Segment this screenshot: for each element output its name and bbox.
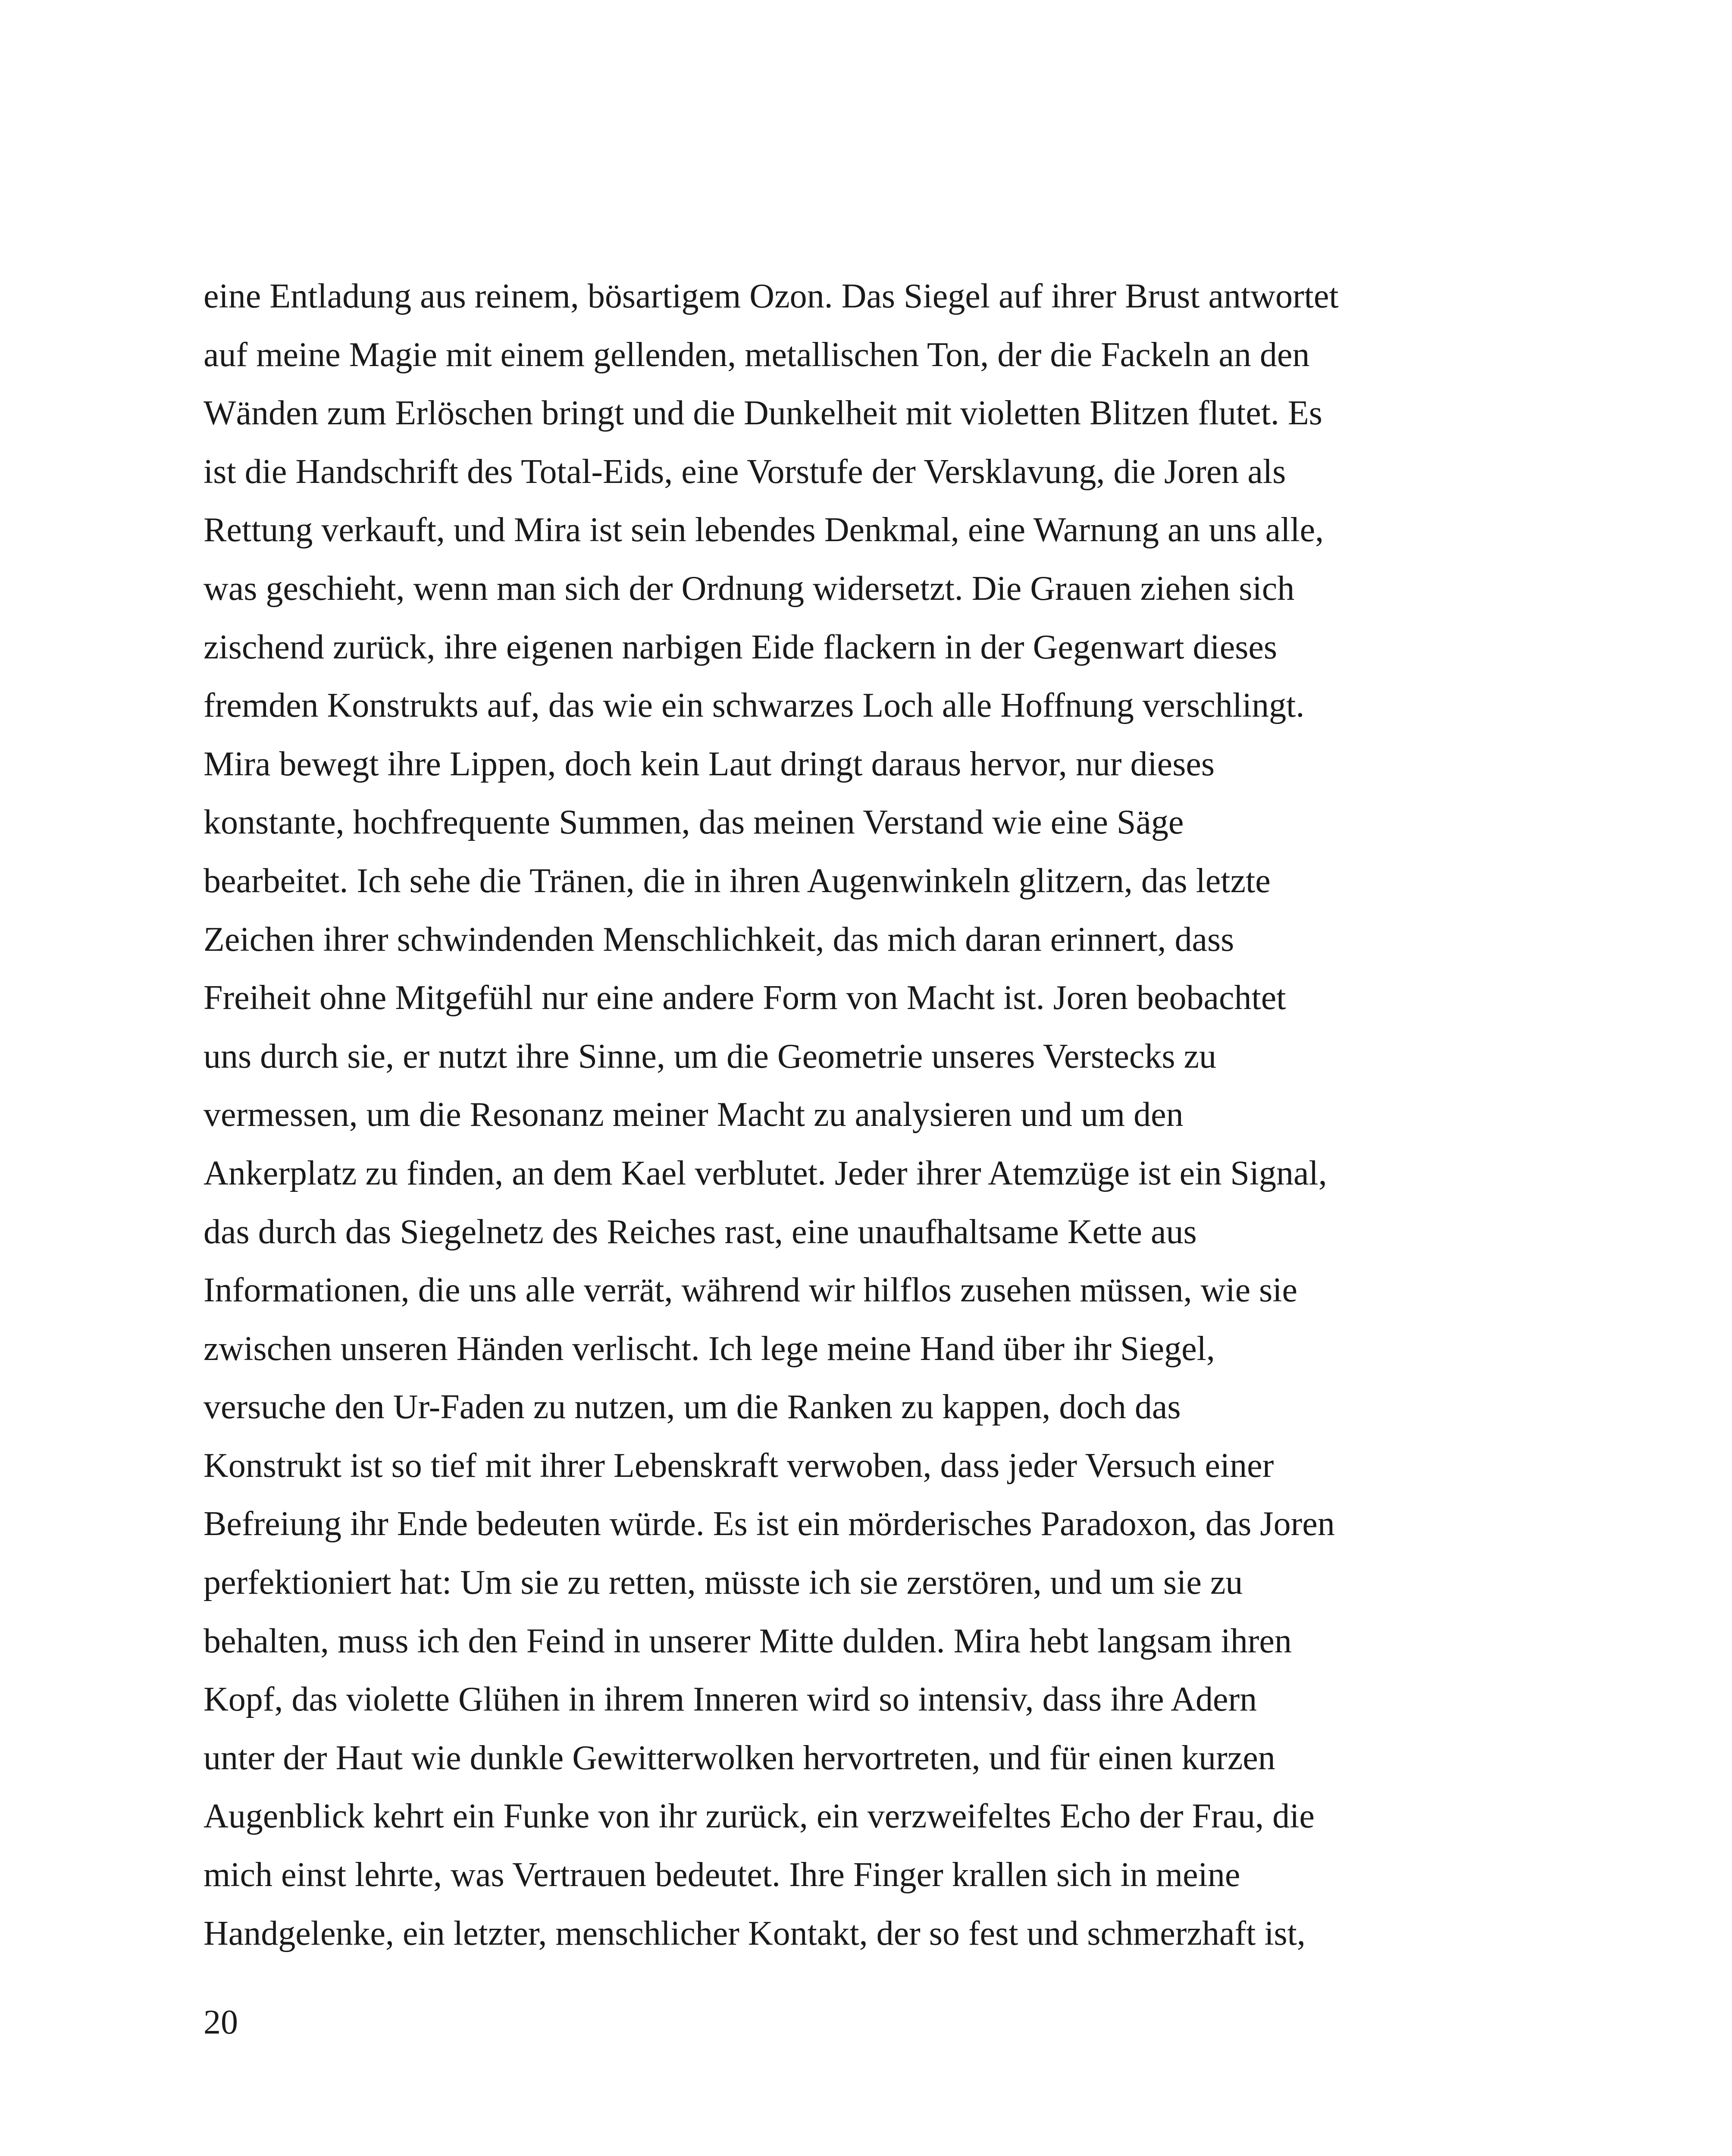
text-line: zwischen unseren Händen verlischt. Ich lege meine Hand über ihr Siegel, (204, 1329, 1215, 1368)
text-line: uns durch sie, er nutzt ihre Sinne, um die Geometrie unseres Verstecks zu (204, 1037, 1216, 1075)
text-line: behalten, muss ich den Feind in unserer Mitte dulden. Mira hebt langsam ihren (204, 1622, 1292, 1660)
text-line: mich einst lehrte, was Vertrauen bedeutet. Ihre Finger krallen sich in meine (204, 1856, 1240, 1894)
text-line: konstante, hochfrequente Summen, das meinen Verstand wie eine Säge (204, 803, 1184, 842)
text-line: Augenblick kehrt ein Funke von ihr zurück, ein verzweifeltes Echo der Frau, die (204, 1797, 1315, 1836)
text-line: Handgelenke, ein letzter, menschlicher Kontakt, der so fest und schmerzhaft ist, (204, 1914, 1306, 1952)
text-line: auf meine Magie mit einem gellenden, metallischen Ton, der die Fackeln an den (204, 335, 1310, 374)
text-line: Rettung verkauft, und Mira ist sein lebendes Denkmal, eine Warnung an uns alle, (204, 511, 1324, 549)
text-line: vermessen, um die Resonanz meiner Macht zu analysieren und um den (204, 1096, 1184, 1134)
text-line: Befreiung ihr Ende bedeuten würde. Es ist ein mörderisches Paradoxon, das Joren (204, 1505, 1335, 1543)
text-line: Freiheit ohne Mitgefühl nur eine andere Form von Macht ist. Joren beobachtet (204, 979, 1286, 1017)
text-line: fremden Konstrukts auf, das wie ein schwarzes Loch alle Hoffnung verschlingt. (204, 686, 1305, 725)
text-line: eine Entladung aus reinem, bösartigem Ozon. Das Siegel auf ihrer Brust antwortet (204, 277, 1339, 315)
text-line: Informationen, die uns alle verrät, während wir hilflos zusehen müssen, wie sie (204, 1271, 1298, 1310)
text-line: versuche den Ur-Faden zu nutzen, um die Ranken zu kappen, doch das (204, 1388, 1181, 1426)
text-line: perfektioniert hat: Um sie zu retten, müsste ich sie zerstören, und um sie zu (204, 1564, 1243, 1602)
text-line: ist die Handschrift des Total-Eids, eine Vorstufe der Versklavung, die Joren als (204, 452, 1286, 491)
text-line: bearbeitet. Ich sehe die Tränen, die in ihren Augenwinkeln glitzern, das letzte (204, 862, 1271, 900)
text-line: Wänden zum Erlöschen bringt und die Dunkelheit mit violetten Blitzen flutet. Es (204, 394, 1322, 432)
text-line: Zeichen ihrer schwindenden Menschlichkeit, das mich daran erinnert, dass (204, 920, 1234, 959)
text-line: zischend zurück, ihre eigenen narbigen Eide flackern in der Gegenwart dieses (204, 628, 1277, 666)
body-text (204, 267, 1537, 1963)
text-line: Mira bewegt ihre Lippen, doch kein Laut dringt daraus hervor, nur dieses (204, 745, 1215, 783)
text-line: das durch das Siegelnetz des Reiches rast, eine unaufhaltsame Kette aus (204, 1213, 1197, 1251)
text-line: unter der Haut wie dunkle Gewitterwolken hervortreten, und für einen kurzen (204, 1739, 1275, 1777)
text-line: Kopf, das violette Glühen in ihrem Inneren wird so intensiv, dass ihre Adern (204, 1680, 1257, 1719)
text-line: was geschieht, wenn man sich der Ordnung widersetzt. Die Grauen ziehen sich (204, 569, 1295, 608)
page-number: 20 (204, 2003, 238, 2041)
text-line: Konstrukt ist so tief mit ihrer Lebenskraft verwoben, dass jeder Versuch einer (204, 1446, 1274, 1485)
text-line: Ankerplatz zu finden, an dem Kael verblutet. Jeder ihrer Atemzüge ist ein Signal, (204, 1154, 1327, 1192)
